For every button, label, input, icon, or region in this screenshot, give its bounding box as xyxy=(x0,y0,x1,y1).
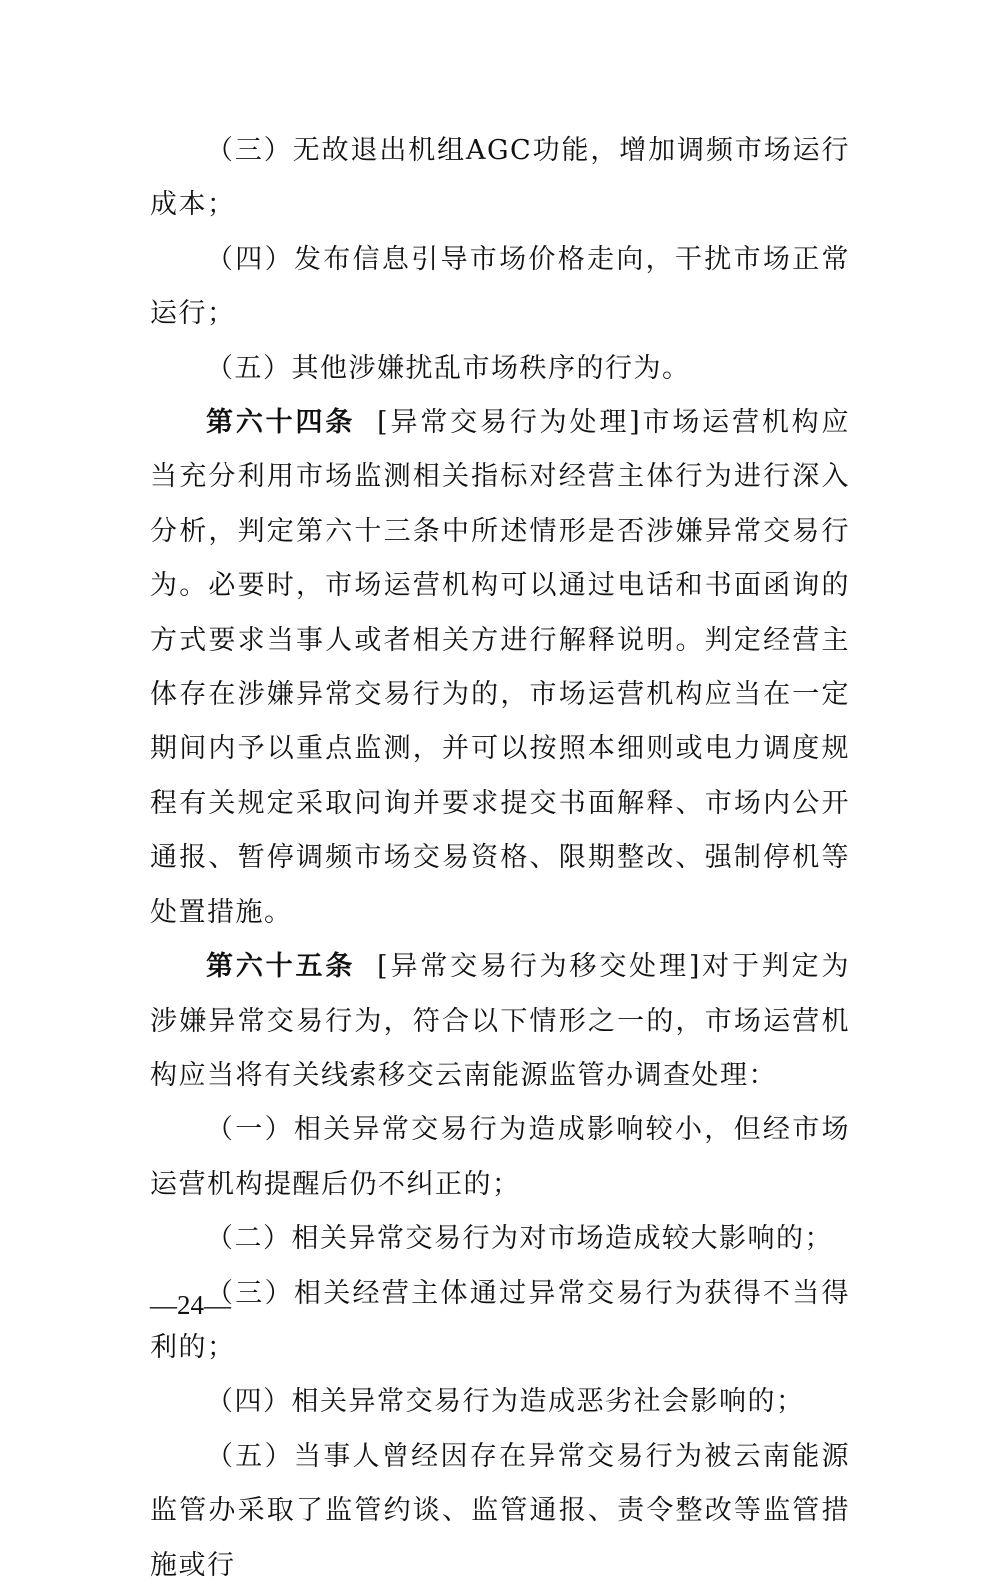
article-64 xyxy=(150,396,850,940)
page-number: —24— xyxy=(150,1290,231,1320)
paragraph-text: （四）发布信息引导市场价格走向，干扰市场正常运行； xyxy=(150,243,850,330)
paragraph-text: [异常交易行为移交处理]对于判定为涉嫌异常交易行为，符合以下情形之一的，市场运营机构应当将有关线索移交云南能源监管办调查处理： xyxy=(150,951,850,1091)
paragraph-text: （五）当事人曾经因存在异常交易行为被云南能源监管办采取了监管约谈、监管通报、责令整改等监管措施或行 xyxy=(150,1440,850,1581)
clause-item-1 xyxy=(150,1103,850,1212)
clause-item-5 xyxy=(150,1430,850,1593)
paragraph-text: （二）相关异常交易行为对市场造成较大影响的； xyxy=(206,1223,833,1255)
paragraph-text: （四）相关异常交易行为造成恶劣社会影响的； xyxy=(206,1386,805,1418)
paragraph-item-3 xyxy=(150,124,850,233)
paragraph-item-4 xyxy=(150,233,850,342)
paragraph-text: [异常交易行为处理]市场运营机构应当充分利用市场监测相关指标对经营主体行为进行深入分析，判定第六十三条中所述情形是否涉嫌异常交易行为。必要时，市场运营机构可以通过电话和书面函询的方式要求当事人或者相关方进行解释说明。判定经营主体存在涉嫌异常交易行为的，市场运营机构应当在一定期间内予以重点监测，并可以按照本细则或电力调度规程有关规定采取问询并要求提交书面解释、市场内公开通报、暂停调频市场交易资格、限期整改、强制停机等处置措施。 xyxy=(150,407,850,928)
clause-item-4 xyxy=(150,1375,850,1429)
article-65 xyxy=(150,940,850,1103)
clause-item-2 xyxy=(150,1212,850,1266)
paragraph-text: （一）相关异常交易行为造成影响较小，但经市场运营机构提醒后仍不纠正的； xyxy=(150,1114,850,1200)
article-heading: 第六十五条 xyxy=(206,951,356,983)
paragraph-text: （三）无故退出机组AGC功能，增加调频市场运行成本； xyxy=(150,135,850,221)
body-text xyxy=(150,124,850,1593)
paragraph-text: （三）相关经营主体通过异常交易行为获得不当得利的； xyxy=(150,1277,850,1363)
paragraph-item-5 xyxy=(150,342,850,396)
clause-item-3 xyxy=(150,1267,850,1376)
paragraph-text: （五）其他涉嫌扰乱市场秩序的行为。 xyxy=(206,352,691,384)
article-heading: 第六十四条 xyxy=(206,407,356,439)
